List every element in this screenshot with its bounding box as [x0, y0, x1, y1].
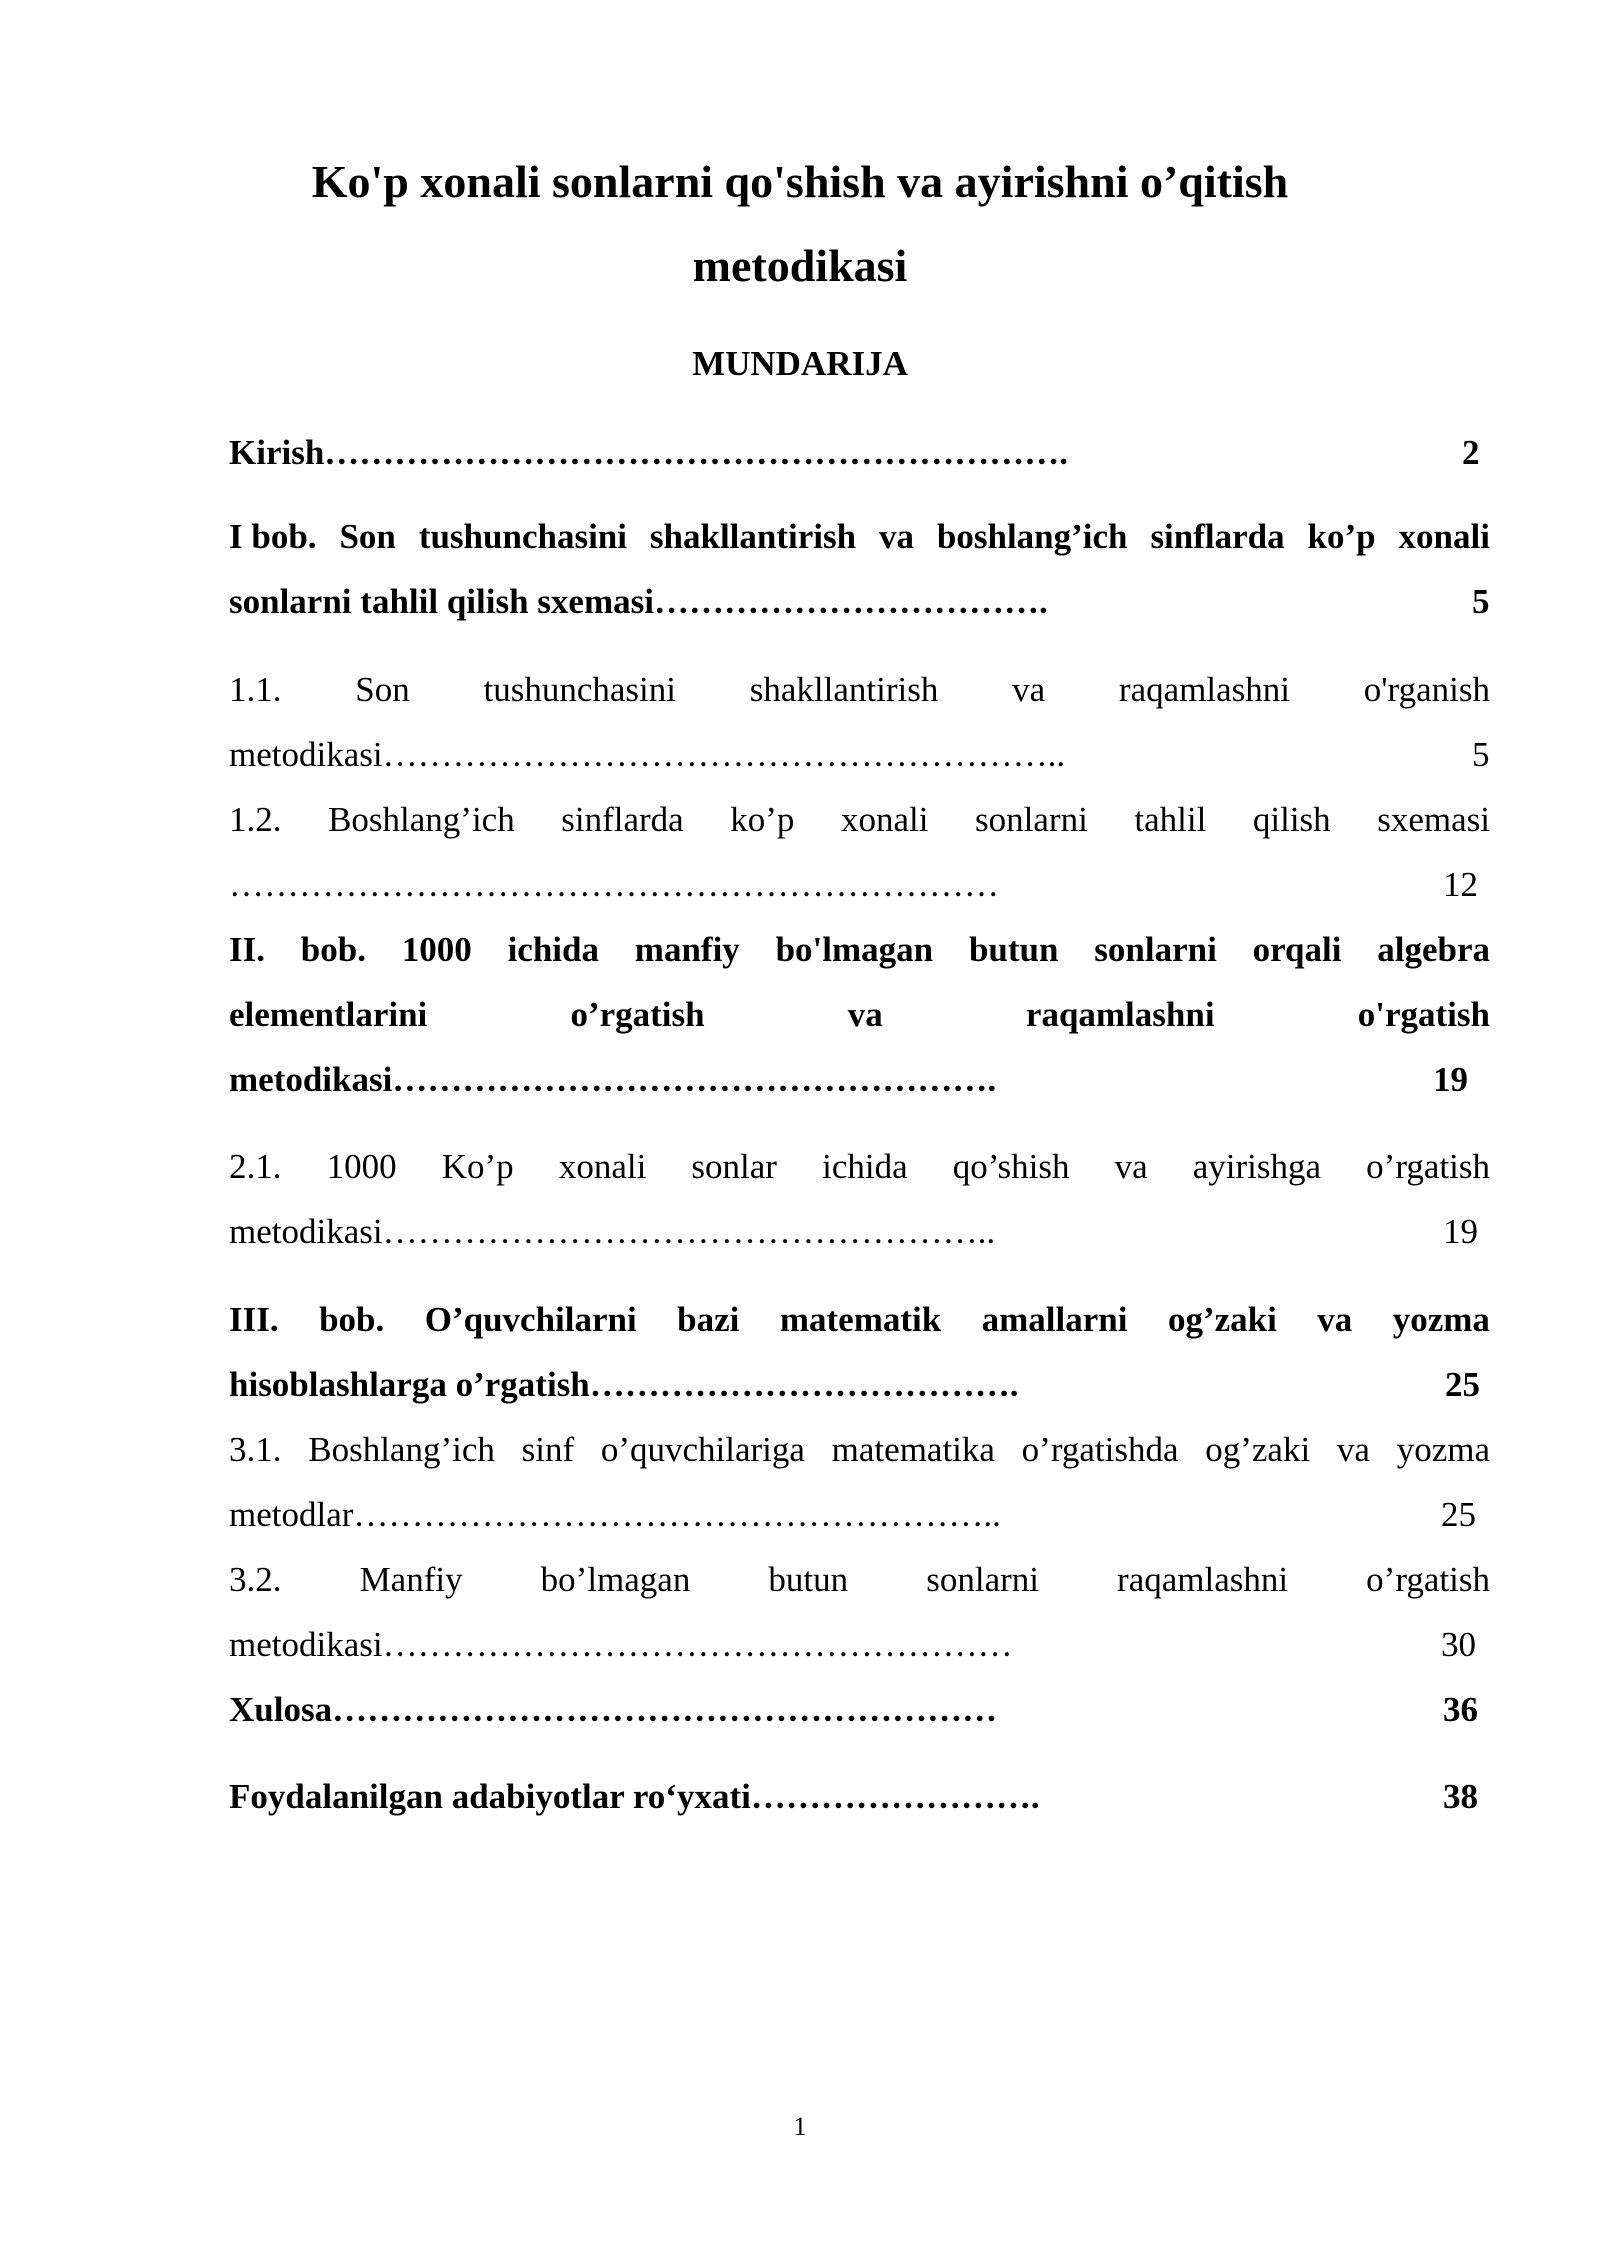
toc-entry-text: metodlar……………………………………………….. — [229, 1495, 1001, 1534]
toc-page-number: 2 — [1462, 433, 1480, 472]
toc-word: 1000 — [326, 1147, 397, 1186]
toc-word: raqamlashni — [1118, 670, 1290, 709]
toc-word: sinf — [521, 1430, 575, 1469]
toc-word: o’rgatishda — [1021, 1430, 1179, 1469]
toc-word: bob. — [319, 1300, 385, 1339]
toc-entry-bob3-line1 — [229, 1295, 1490, 1345]
toc-page-number: 38 — [1443, 1777, 1478, 1816]
toc-word: orqali — [1252, 930, 1342, 969]
toc-word: 3.2. — [229, 1560, 282, 1599]
toc-entry-adabiyotlar — [229, 1772, 1490, 1822]
toc-word: 3.1. — [229, 1430, 282, 1469]
toc-word: I bob. — [229, 517, 317, 556]
toc-entry-bob2-line3 — [229, 1055, 1490, 1105]
toc-word: 1.1. — [229, 670, 282, 709]
toc-word: va — [1317, 1300, 1353, 1339]
toc-page-number: 25 — [1445, 1365, 1480, 1404]
toc-word: 1.2. — [229, 800, 282, 839]
toc-entry-bob1-line2 — [229, 577, 1490, 627]
toc-entry-2-1-line1 — [229, 1142, 1490, 1192]
toc-word: o'rgatish — [1357, 995, 1490, 1034]
toc-word: va — [879, 517, 914, 556]
toc-page-number: 25 — [1441, 1495, 1476, 1534]
toc-word: Manfiy — [359, 1560, 463, 1599]
toc-entry-3-1-line1 — [229, 1425, 1490, 1475]
toc-word: shakllantirish — [649, 517, 857, 556]
toc-page-number: 19 — [1433, 1060, 1468, 1099]
toc-word: tushunchasini — [483, 670, 676, 709]
toc-word: tahlil — [1134, 800, 1207, 839]
toc-word: sonlar — [691, 1147, 777, 1186]
toc-entry-3-1-line2 — [229, 1490, 1490, 1540]
toc-word: Boshlang’ich — [328, 800, 515, 839]
toc-entry-text: sonlarni tahlil qilish sxemasi……………………………. — [229, 582, 1048, 621]
toc-word: butun — [968, 930, 1059, 969]
toc-word: yozma — [1392, 1300, 1490, 1339]
toc-entry-bob2-line1 — [229, 925, 1490, 975]
toc-word: yozma — [1396, 1430, 1490, 1469]
toc-entry-xulosa — [229, 1685, 1490, 1735]
toc-word: o’rgatish — [1366, 1560, 1490, 1599]
toc-page-number: 5 — [1472, 582, 1490, 621]
toc-word: va — [847, 995, 883, 1034]
document-title — [0, 140, 1600, 308]
toc-word: xonali — [558, 1147, 647, 1186]
toc-word: sxemasi — [1377, 800, 1490, 839]
toc-entry-text: metodikasi………………………………………………….. — [229, 735, 1066, 774]
toc-word: sonlarni — [926, 1560, 1039, 1599]
toc-word: II. — [229, 930, 265, 969]
toc-word: qilish — [1252, 800, 1331, 839]
title-line-1: Ko'p xonali sonlarni qo'shish va ayirishni o’qitish — [311, 156, 1289, 207]
toc-word: o’rgatish — [1366, 1147, 1490, 1186]
toc-page-number: 36 — [1443, 1690, 1478, 1729]
toc-word: matematika — [831, 1430, 995, 1469]
toc-entry-text: metodikasi……………………………………………. — [229, 1060, 997, 1099]
toc-entry-2-1-line2 — [229, 1207, 1490, 1257]
toc-word: shakllantirish — [749, 670, 939, 709]
title-line-2: metodikasi — [692, 240, 908, 291]
toc-word: Ko’p — [441, 1147, 514, 1186]
toc-entry-1-2-line1 — [229, 795, 1490, 845]
toc-word: sonlarni — [1094, 930, 1217, 969]
toc-entry-text: Kirish………………………………………………………. — [229, 433, 1069, 472]
toc-entry-1-1-line2 — [229, 730, 1490, 780]
toc-entry-text: ………………………………………………………… — [229, 865, 999, 904]
toc-entry-bob3-line2 — [229, 1360, 1490, 1410]
toc-word: elementlarini — [229, 995, 428, 1034]
toc-word: manfiy — [634, 930, 740, 969]
toc-word: boshlang’ich — [936, 517, 1128, 556]
toc-word: algebra — [1377, 930, 1490, 969]
toc-word: o’quvchilariga — [600, 1430, 805, 1469]
toc-entry-bob2-line2 — [229, 990, 1490, 1040]
toc-entry-3-2-line2 — [229, 1620, 1490, 1670]
toc-word: raqamlashni — [1117, 1560, 1289, 1599]
toc-word: va — [1114, 1147, 1148, 1186]
toc-word: O’quvchilarni — [424, 1300, 637, 1339]
toc-word: 2.1. — [229, 1147, 282, 1186]
toc-entry-text: metodikasi……………………………………………… — [229, 1625, 1013, 1664]
page-number-footer: 1 — [793, 2112, 807, 2141]
toc-word: ko’p — [730, 800, 795, 839]
toc-entry-bob1-line1 — [229, 512, 1490, 562]
toc-word: sinflarda — [561, 800, 684, 839]
toc-page-number: 5 — [1472, 735, 1490, 774]
toc-word: butun — [768, 1560, 849, 1599]
toc-word: sinflarda — [1150, 517, 1285, 556]
toc-word: bob. — [300, 930, 366, 969]
toc-word: sonlarni — [975, 800, 1088, 839]
toc-entry-1-1-line1 — [229, 665, 1490, 715]
toc-word: tushunchasini — [418, 517, 627, 556]
toc-word: xonali — [1398, 517, 1490, 556]
toc-word: o’rgatish — [570, 995, 705, 1034]
toc-word: Son — [339, 517, 396, 556]
toc-word: og’zaki — [1167, 1300, 1277, 1339]
toc-word: ayirishga — [1192, 1147, 1322, 1186]
toc-heading: MUNDARIJA — [692, 344, 908, 383]
toc-entry-1-2-line2 — [229, 860, 1490, 910]
toc-entry-text: Xulosa………………………………………………… — [229, 1690, 998, 1729]
toc-page-number: 12 — [1443, 865, 1478, 904]
toc-entry-3-2-line1 — [229, 1555, 1490, 1605]
toc-word: matematik — [779, 1300, 942, 1339]
toc-word: ko’p — [1307, 517, 1376, 556]
toc-word: raqamlashni — [1025, 995, 1215, 1034]
toc-word: bazi — [677, 1300, 740, 1339]
toc-word: Son — [355, 670, 410, 709]
toc-entry-text: metodikasi…………………………………………….. — [229, 1212, 996, 1251]
toc-page-number: 30 — [1441, 1625, 1476, 1664]
toc-word: ichida — [822, 1147, 908, 1186]
toc-word: qo’shish — [952, 1147, 1070, 1186]
toc-entry-kirish — [229, 428, 1490, 478]
toc-word: og’zaki — [1205, 1430, 1311, 1469]
toc-word: bo'lmagan — [775, 930, 934, 969]
toc-word: o'rganish — [1363, 670, 1490, 709]
toc-word: amallarni — [981, 1300, 1128, 1339]
toc-word: ichida — [507, 930, 599, 969]
toc-entry-text: Foydalanilgan adabiyotlar ro‘yxati……………………. — [229, 1777, 1040, 1816]
toc-entry-text: hisoblashlarga o’rgatish………………………………. — [229, 1365, 1019, 1404]
toc-word: va — [1336, 1430, 1370, 1469]
toc-page-number: 19 — [1443, 1212, 1478, 1251]
toc-word: III. — [229, 1300, 279, 1339]
toc-word: Boshlang’ich — [308, 1430, 495, 1469]
toc-word: va — [1012, 670, 1046, 709]
toc-word: bo’lmagan — [540, 1560, 691, 1599]
toc-word: xonali — [841, 800, 929, 839]
toc-word: 1000 — [401, 930, 472, 969]
